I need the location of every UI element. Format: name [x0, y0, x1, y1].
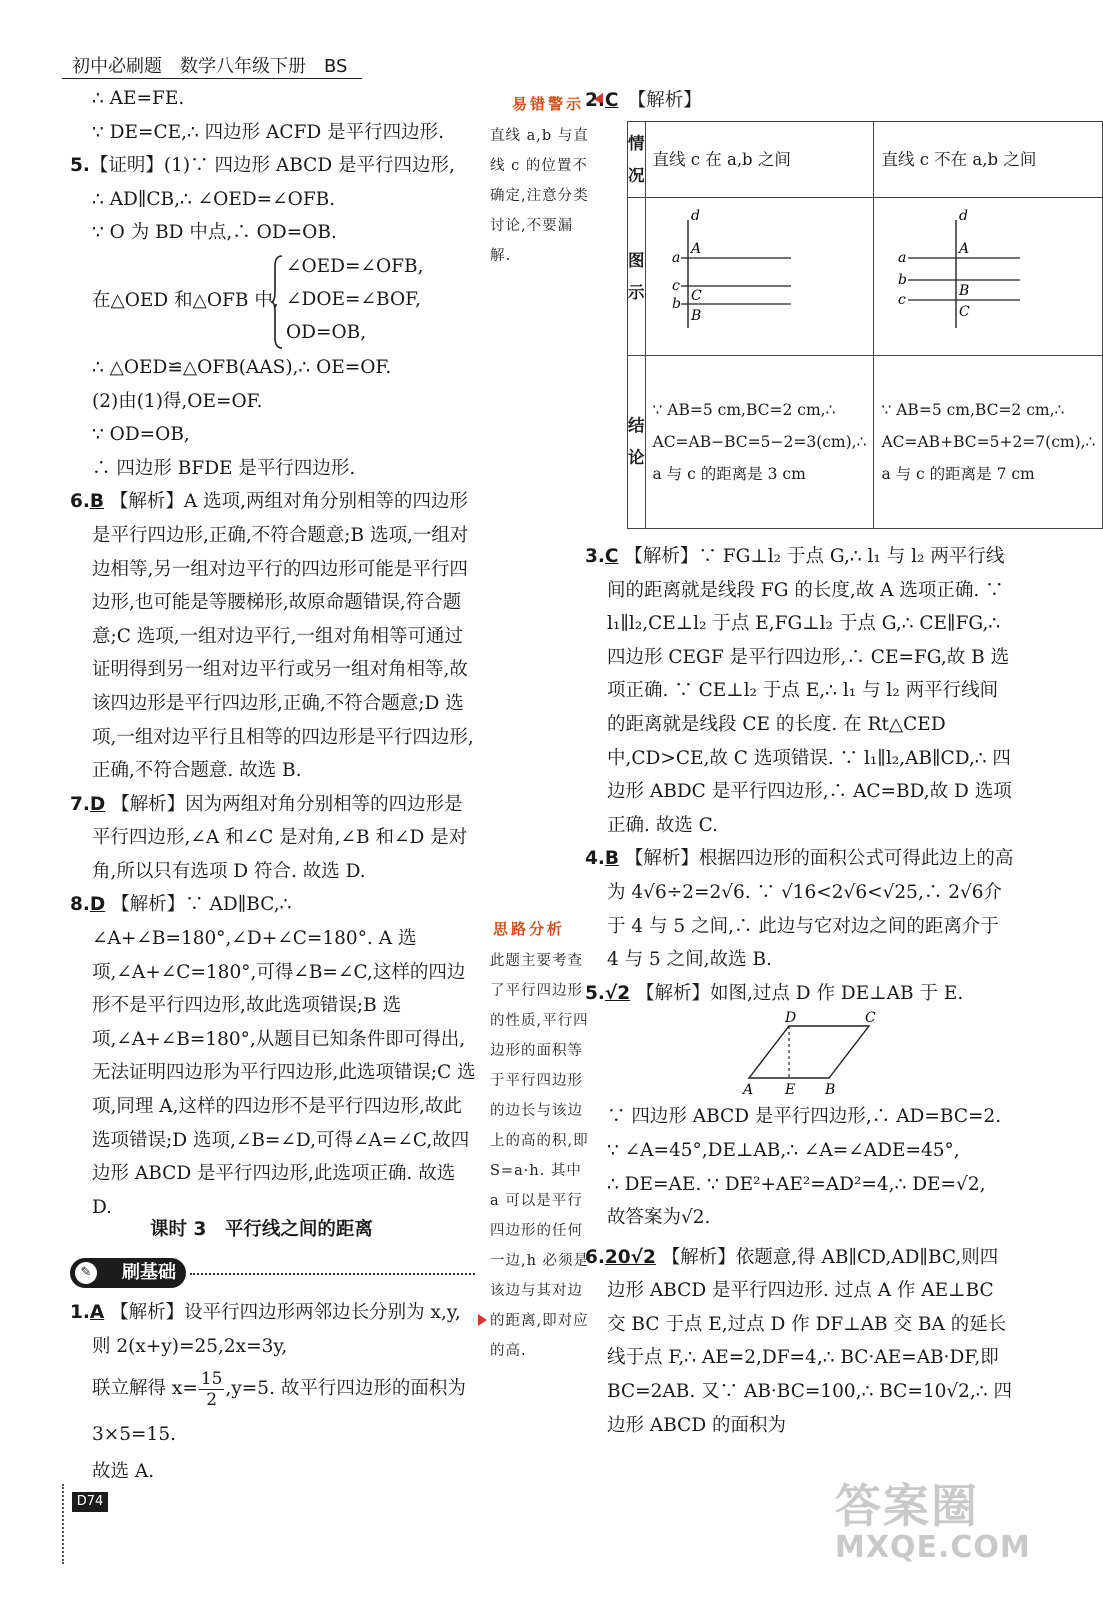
line: ∴ △OED≌△OFB(AAS),∴ OE=OF. [92, 356, 392, 378]
label-C: C [865, 1010, 876, 1027]
label-A: A [690, 241, 701, 257]
figure-cell [645, 198, 874, 356]
line: ∴ DE=AE. ∵ DE²+AE²=AD²=4,∴ DE=√2, [607, 1173, 986, 1195]
question-number: 8. [70, 894, 90, 916]
line: 在△OED 和△OFB 中, [92, 289, 279, 311]
q2-heading [585, 86, 702, 112]
label-C: C [690, 288, 702, 304]
answer: √2 [604, 982, 631, 1004]
row-header: 图示 [628, 198, 646, 356]
answer: D [89, 894, 106, 916]
line: ∵ ∠A=45°,DE⊥AB,∴ ∠A=∠ADE=45°, [607, 1139, 960, 1161]
question-number: 2. [585, 90, 605, 111]
question-number: 6. [585, 1246, 605, 1268]
question-number: 3. [585, 546, 605, 567]
fraction-denominator: 2 [206, 1389, 218, 1410]
line: ∵ OD=OB, [92, 424, 190, 446]
watermark-url: MXQE.COM [835, 1530, 1031, 1565]
question-number: 6. [70, 491, 90, 513]
label-B: B [825, 1082, 836, 1099]
question-number: 4. [585, 848, 605, 870]
table-cell: ∵ AB=5 cm,BC=2 cm,∴ AC=AB+BC=5+2=7(cm),∴ a 与 c 的距离是 7 cm [874, 356, 1103, 529]
explanation: 【解析】如图,过点 D 作 DE⊥AB 于 E. [636, 982, 964, 1004]
label-a: a [671, 250, 680, 266]
sidebar-note: 此题主要考查了平行四边形的性质,平行四边形的面积等于平行四边形的边长与该边上的高的积,即 S=a·h. 其中 a 可以是平行四边形的任何一边,h 必须是该边与其对边的距离,即对应的高. [490, 953, 590, 1359]
label: 【解析】 [637, 90, 702, 111]
q1-solve-prefix: 联立解得 x= [92, 1378, 198, 1400]
fraction-numerator: 15 [200, 1368, 223, 1389]
arrow-icon [478, 1314, 487, 1326]
q5-line [70, 149, 477, 183]
label-a: a [898, 250, 907, 266]
table-cell: 直线 c 不在 a,b 之间 [874, 122, 1103, 198]
answer: B [89, 491, 105, 513]
line: ∴ AE=FE. [92, 88, 185, 109]
label-D: D [785, 1010, 797, 1027]
q3-block [585, 540, 1015, 842]
q5-block [585, 977, 1015, 1011]
sidebar-title: 思路分析 [493, 920, 566, 938]
explanation: 【解析】依题意,得 AB∥CD,AD∥BC,则四边形 ABCD 是平行四边形. 过点 A 作 AE⊥BC 交 BC 于点 E,过点 D 作 DF⊥AB 交 BA 的延长线于点 F,∴ AE=2,DF=4,∴ BC·AE=AB·DF,即 BC=2AB. 又∵ AB·BC=100,∴ BC=10√2,∴ 四边形 ABCD 的面积为 [607, 1246, 1012, 1436]
label-A: A [743, 1082, 754, 1099]
answer: C [604, 90, 619, 111]
watermark-text: 答案圈 [835, 1479, 979, 1533]
answer: C [604, 546, 619, 567]
line: (2)由(1)得,OE=OF. [92, 390, 263, 412]
dotted-divider [190, 1273, 475, 1275]
label-B: B [690, 308, 701, 324]
parallelogram-figure [737, 1010, 877, 1098]
line: ∴ 四边形 BFDE 是平行四边形. [92, 457, 356, 479]
label-d: d [690, 208, 700, 224]
right-column [585, 540, 1015, 1442]
label-B: B [959, 283, 970, 299]
q6r-block [585, 1241, 1015, 1443]
question-number: 5. [70, 155, 90, 177]
table-cell: ∵ AB=5 cm,BC=2 cm,∴ AC=AB−BC=5−2=3(cm),∴ a 与 c 的距离是 3 cm [645, 356, 874, 529]
page-header: 初中必刷题 数学八年级下册 BS [72, 56, 348, 77]
badge-label: 刷基础 [122, 1262, 176, 1283]
parallelogram-figure-wrap [607, 1010, 1015, 1100]
explanation: 【解析】根据四边形的面积公式可得此边上的高为 4√6÷2=2√6. ∵ √16<2√6<√25,∴ 2√6介于 4 与 5 之间,∴ 此边与它对边之间的距离介于 4 与 5 之间,故选 B. [607, 848, 1014, 971]
label-c: c [898, 292, 907, 308]
sidebar-note: 直线 a,b 与直线 c 的位置不确定,注意分类讨论,不要漏解. [490, 128, 589, 264]
answer: D [89, 793, 106, 815]
question-number: 5. [585, 982, 605, 1004]
cases-table [627, 121, 1103, 529]
system-line: ∠DOE=∠BOF, [286, 288, 421, 310]
answer: B [604, 848, 620, 870]
figure-cell [874, 198, 1103, 356]
parallel-lines-figure [646, 198, 806, 344]
lesson-title: 课时 3 平行线之间的距离 [150, 1219, 373, 1240]
corner-mark [62, 1484, 64, 1564]
answer: 20√2 [604, 1246, 656, 1268]
line: ∵ DE=CE,∴ 四边形 ACFD 是平行四边形. [92, 121, 445, 143]
line: 3×5=15. [92, 1424, 176, 1446]
parallel-lines-figure [874, 198, 1034, 344]
explanation: 【解析】A 选项,两组对角分别相等的四边形是平行四边形,正确,不符合题意;B 选项,一组对边相等,另一组对边平行的四边形可能是平行四边形,也可能是等腰梯形,故原命题错误,符合题意;C 选项,一组对边平行,一组对角相等可通过证明得到另一组对边平行或另一组对角相等,故该四边形是平行四边形,正确,不符合题意;D 选项,一组对边平行且相等的四边形是平行四边形,正确,不符合题意. 故选 B. [92, 491, 474, 782]
equation-system [92, 250, 477, 351]
answer: A [89, 1302, 105, 1323]
brace-icon [270, 254, 284, 350]
line: 故选 A. [92, 1461, 155, 1483]
line: ∴ AD∥CB,∴ ∠OED=∠OFB. [92, 188, 336, 210]
label-c: c [671, 278, 680, 294]
system-line: ∠OED=∠OFB, [286, 255, 424, 277]
explanation: 【解析】因为两组对角分别相等的四边形是平行四边形,∠A 和∠C 是对角,∠B 和∠D 是对角,所以只有选项 D 符合. 故选 D. [92, 793, 468, 882]
explanation: 【解析】∵ FG⊥l₂ 于点 G,∴ l₁ 与 l₂ 两平行线间的距离就是线段 FG 的长度,故 A 选项正确. ∵ l₁∥l₂,CE⊥l₂ 于点 E,FG⊥l₂ 于点 G,∴ CE∥FG,∴ 四边形 CEGF 是平行四边形,∴ CE=FG,故 B 选项正确. ∵ CE⊥l₂ 于点 E,∴ l₁ 与 l₂ 两平行线间的距离就是线段 CE 的长度. 在 Rt△CED 中,CD>CE,故 C 选项错误. ∵ l₁∥l₂,AB∥CD,∴ 四边形 ABDC 是平行四边形,∴ AC=BD,故 D 选项正确. 故选 C. [607, 546, 1012, 836]
question-number: 7. [70, 793, 90, 815]
section-badge [70, 1258, 186, 1288]
label-C: C [959, 304, 971, 320]
system-line: OD=OB, [286, 321, 367, 343]
label-A: A [959, 241, 970, 257]
explanation: 【解析】∵ AD∥BC,∴ ∠A+∠B=180°,∠D+∠C=180°. A 选项,∠A+∠C=180°,可得∠B=∠C,这样的四边形不是平行四边形,故此选项错误;B 选项,∠A+∠B=180°,从题目已知条件即可得出,无法证明四边形为平行四边形,此选项错误;C 选项,同理 A,这样的四边形不是平行四边形,故此选项错误;D 选项,∠B=∠D,可得∠A=∠C,故四边形 ABCD 是平行四边形,此选项正确. 故选 D. [92, 894, 476, 1218]
q6-block [70, 485, 477, 787]
line: 故答案为√2. [607, 1207, 711, 1229]
row-header: 情况 [628, 122, 646, 198]
q1-solve-suffix: ,y=5. 故平行四边形的面积为 [225, 1378, 466, 1400]
left-column [70, 82, 477, 1224]
line: 【证明】(1)∵ 四边形 ABCD 是平行四边形, [89, 155, 455, 177]
line: ∵ O 为 BD 中点,∴ OD=OB. [92, 222, 337, 244]
q1-solve-line [92, 1363, 477, 1415]
label-b: b [898, 272, 908, 288]
fraction [199, 1369, 225, 1410]
question-number: 1. [70, 1302, 90, 1323]
pencil-icon: ✎ [75, 1262, 97, 1284]
label-d: d [959, 208, 969, 224]
header-rule [62, 78, 362, 79]
q7-block [70, 788, 477, 889]
q1-block [70, 1296, 477, 1489]
sidebar-title: 易错警示 [512, 95, 585, 113]
row-header: 结论 [628, 356, 646, 529]
line: ∵ 四边形 ABCD 是平行四边形,∴ AD=BC=2. [607, 1106, 1002, 1128]
watermark [835, 1470, 1035, 1590]
label-E: E [785, 1082, 796, 1099]
q8-block [70, 888, 477, 1224]
label-b: b [671, 296, 681, 312]
explanation: 【解析】设平行四边形两邻边长分别为 x,y,则 2(x+y)=25,2x=3y, [92, 1302, 461, 1357]
page-number: D74 [72, 1492, 108, 1512]
q4-block [585, 842, 1015, 976]
table-cell: 直线 c 在 a,b 之间 [645, 122, 874, 198]
